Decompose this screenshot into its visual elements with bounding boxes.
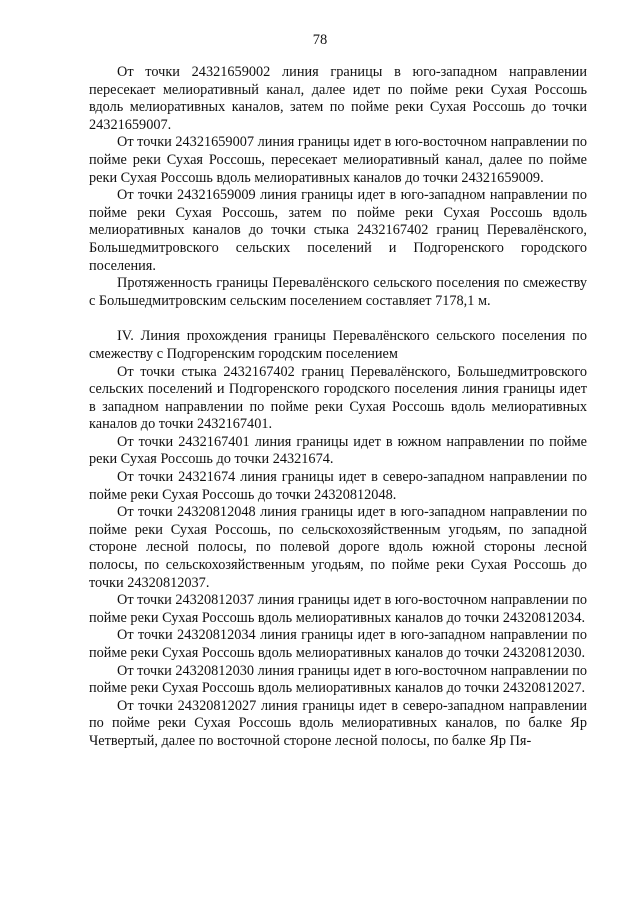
- section-heading: IV. Линия прохождения границы Перевалёнского сельского поселения по смежеству с Подгоренским городским поселением: [89, 328, 587, 362]
- paragraph: От точки 24321659009 линия границы идет в юго-западном направлении по пойме реки Сухая Россошь, затем по пойме реки Сухая Россошь вдоль мелиоративных каналов до точки стыка 2432167402 границ Перевалёнского, Большедмитровского сельских поселений и Подгоренского городского поселения.: [89, 187, 587, 274]
- paragraph: От точки 24321674 линия границы идет в северо-западном направлении по пойме реки Сухая Россошь до точки 24320812048.: [89, 469, 587, 503]
- paragraph: От точки 24321659002 линия границы в юго-западном направлении пересекает мелиоративный канал, далее идет по пойме реки Сухая Россошь вдоль мелиоративных каналов, затем по пойме реки Сухая Россошь до точки 24321659007.: [89, 64, 587, 133]
- paragraph: От точки 24320812048 линия границы идет в юго-западном направлении по пойме реки Сухая Россошь, по сельскохозяйственным угодьям, по западной стороне лесной полосы, по полевой дороге вдоль южной стороны лесной полосы, по сельскохозяйственным угодьям, по пойме реки Сухая Россошь до точки 24320812037.: [89, 504, 587, 591]
- paragraph: От точки 2432167401 линия границы идет в южном направлении по пойме реки Сухая Россошь до точки 24321674.: [89, 433, 587, 468]
- page-number: 78: [312, 32, 328, 48]
- paragraph: Протяженность границы Перевалёнского сельского поселения по смежеству с Большедмитровским сельским поселением составляет 7178,1 м.: [89, 275, 587, 309]
- paragraph: От точки 24320812034 линия границы идет в юго-западном направлении по пойме реки Сухая Россошь вдоль мелиоративных каналов до точки 24320812030.: [89, 627, 587, 661]
- document-body: [89, 64, 587, 751]
- paragraph: От точки стыка 2432167402 границ Перевалёнского, Большедмитровского сельских поселений и Подгоренского городского поселения линия границы идет в западном направлении по пойме реки Сухая Россошь вдоль мелиоративных каналов до точки 2432167401.: [89, 363, 587, 433]
- paragraph: От точки 24321659007 линия границы идет в юго-восточном направлении по пойме реки Сухая Россошь, пересекает мелиоративный канал, далее по пойме реки Сухая Россошь вдоль мелиоративных каналов до точки 24321659009.: [89, 134, 587, 186]
- paragraph: От точки 24320812037 линия границы идет в юго-восточном направлении по пойме реки Сухая Россошь вдоль мелиоративных каналов до точки 24320812034.: [89, 592, 587, 626]
- paragraph: От точки 24320812027 линия границы идет в северо-западном направлении по пойме реки Сухая Россошь вдоль мелиоративных каналов, по балке Яр Четвертый, далее по восточной стороне лесной полосы, по балке Яр Пя-: [89, 697, 587, 749]
- paragraph: От точки 24320812030 линия границы идет в юго-восточном направлении по пойме реки Сухая Россошь вдоль мелиоративных каналов до точки 24320812027.: [89, 662, 587, 697]
